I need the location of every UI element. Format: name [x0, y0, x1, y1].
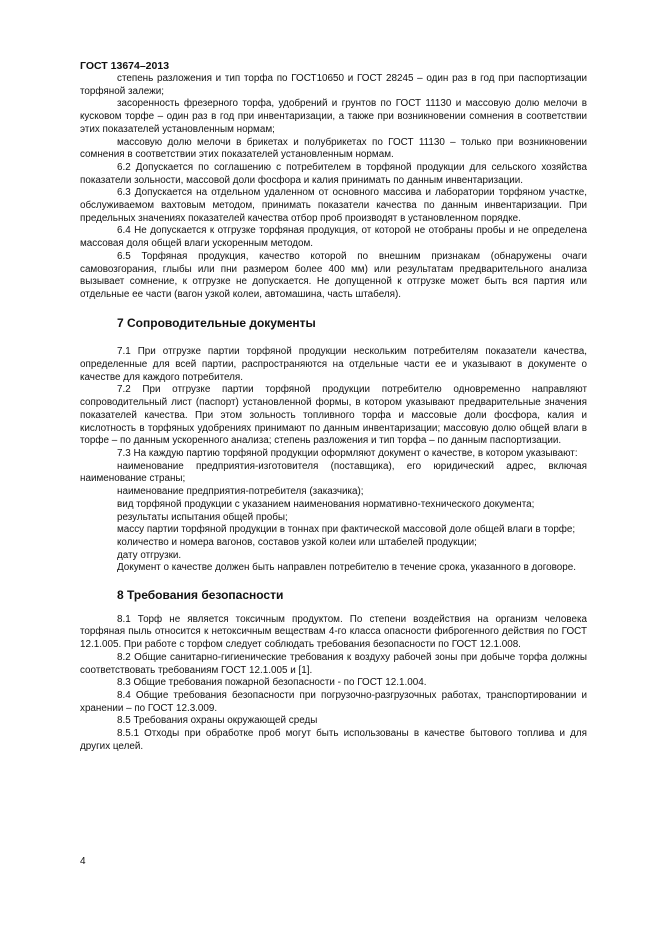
paragraph-8-5: 8.5 Требования охраны окружающей среды [117, 715, 318, 727]
page-number: 4 [80, 856, 86, 867]
paragraph-8-4: 8.4 Общие требования безопасности при погрузочно-разгрузочных работах, транспортировании и хранении – по ГОСТ 12.3.009. [80, 689, 587, 714]
section-8-heading: 8 Требования безопасности [117, 588, 284, 603]
paragraph-6-5: 6.5 Торфяная продукция, качество которой по внешним признакам (обнаружены очаги самовозгорания, глыбы или пни размером более 400 мм) или результатам предварительного анализа вызывает сомнение, к отгрузке не допускается. Не допущенной к отгрузке может быть вся партия или отдельные ее части (вагон узкой колеи, автомашина, часть штабеля). [80, 250, 587, 300]
paragraph: степень разложения и тип торфа по ГОСТ10650 и ГОСТ 28245 – один раз в год при паспортизации торфяной залежи; [80, 73, 587, 97]
paragraph: массовую долю мелочи в брикетах и полубрикетах по ГОСТ 11130 – только при возникновении сомнения в соответствии этих показателей установленным нормам. [80, 136, 587, 161]
list-item: вид торфяной продукции с указанием наименования нормативно-технического документа; [117, 498, 535, 510]
list-item: количество и номера вагонов, составов узкой колеи или штабелей продукции; [117, 536, 477, 548]
paragraph: Документ о качестве должен быть направлен потребителю в течение срока, указанного в договоре. [117, 562, 576, 574]
paragraph-7-2: 7.2 При отгрузке партии торфяной продукции потребителю одновременно направляют сопроводительный лист (паспорт) установленной формы, в котором указывают предварительные значения показателей качества. При этом зольность топливного торфа и массовые доли фосфора, калия и кислотность в торфяных удобрениях принимают по данным инвентаризации; массовую долю общей влаги в торфе – по данным ускоренного анализа; степень разложения и тип торфа – по данным паспортизации. [80, 384, 587, 447]
paragraph-8-1: 8.1 Торф не является токсичным продуктом. По степени воздействия на организм человека торфяная пыль относится к нетоксичным веществам 4-го класса опасности фиброгенного действия по ГОСТ 12.1.005. При работе с торфом следует соблюдать требования безопасности по ГОСТ 12.1.008. [80, 613, 587, 651]
list-item: результаты испытания общей пробы; [117, 511, 288, 523]
document-body [80, 73, 587, 753]
paragraph-6-4: 6.4 Не допускается к отгрузке торфяная продукция, от которой не отобраны пробы и не определена массовая доля общей влаги ускоренным методом. [80, 225, 587, 250]
standard-header: ГОСТ 13674–2013 [80, 60, 170, 72]
paragraph-7-3: 7.3 На каждую партию торфяной продукции оформляют документ о качестве, в котором указывают: [117, 447, 578, 459]
section-7-heading: 7 Сопроводительные документы [117, 315, 316, 330]
paragraph-6-2: 6.2 Допускается по соглашению с потребителем в торфяной продукции для сельского хозяйства показатели зольности, массовой доли фосфора и калия принимать по данным инвентаризации. [80, 161, 587, 186]
paragraph-8-3: 8.3 Общие требования пожарной безопасности - по ГОСТ 12.1.004. [117, 677, 427, 689]
list-item: наименование предприятия-потребителя (заказчика); [117, 486, 364, 498]
paragraph-8-2: 8.2 Общие санитарно-гигиенические требования к воздуху рабочей зоны при добыче торфа должны соответствовать требованиям ГОСТ 12.1.005 и [1]. [80, 651, 587, 676]
list-item: массу партии торфяной продукции в тоннах при фактической массовой доле общей влаги в торфе; [117, 524, 576, 536]
paragraph-7-1: 7.1 При отгрузке партии торфяной продукции нескольким потребителям показатели качества, определенные для всей партии, распространяются на отдельные части ее и указывают в документе о качестве для каждого потребителя. [80, 346, 587, 383]
list-item: наименование предприятия-изготовителя (поставщика), его юридический адрес, включая наименование страны; [80, 460, 587, 485]
paragraph-6-3: 6.3 Допускается на отдельном удаленном от основного массива и лаборатории торфяном участке, обслуживаемом вахтовым методом, принимать показатели качества по данным инвентаризации. При предельных значениях показателей качества отбор проб производят в установленном порядке. [80, 187, 587, 224]
paragraph-8-5-1: 8.5.1 Отходы при обработке проб могут быть использованы в качестве бытового топлива и для других целей. [80, 728, 587, 752]
list-item: дату отгрузки. [117, 549, 182, 561]
paragraph: засоренность фрезерного торфа, удобрений и грунтов по ГОСТ 11130 и массовую долю мелочи в кусковом торфе – один раз в год при инвентаризации, а также при возникновении сомнения в соответствии этих показателей установленным нормам; [80, 98, 587, 135]
